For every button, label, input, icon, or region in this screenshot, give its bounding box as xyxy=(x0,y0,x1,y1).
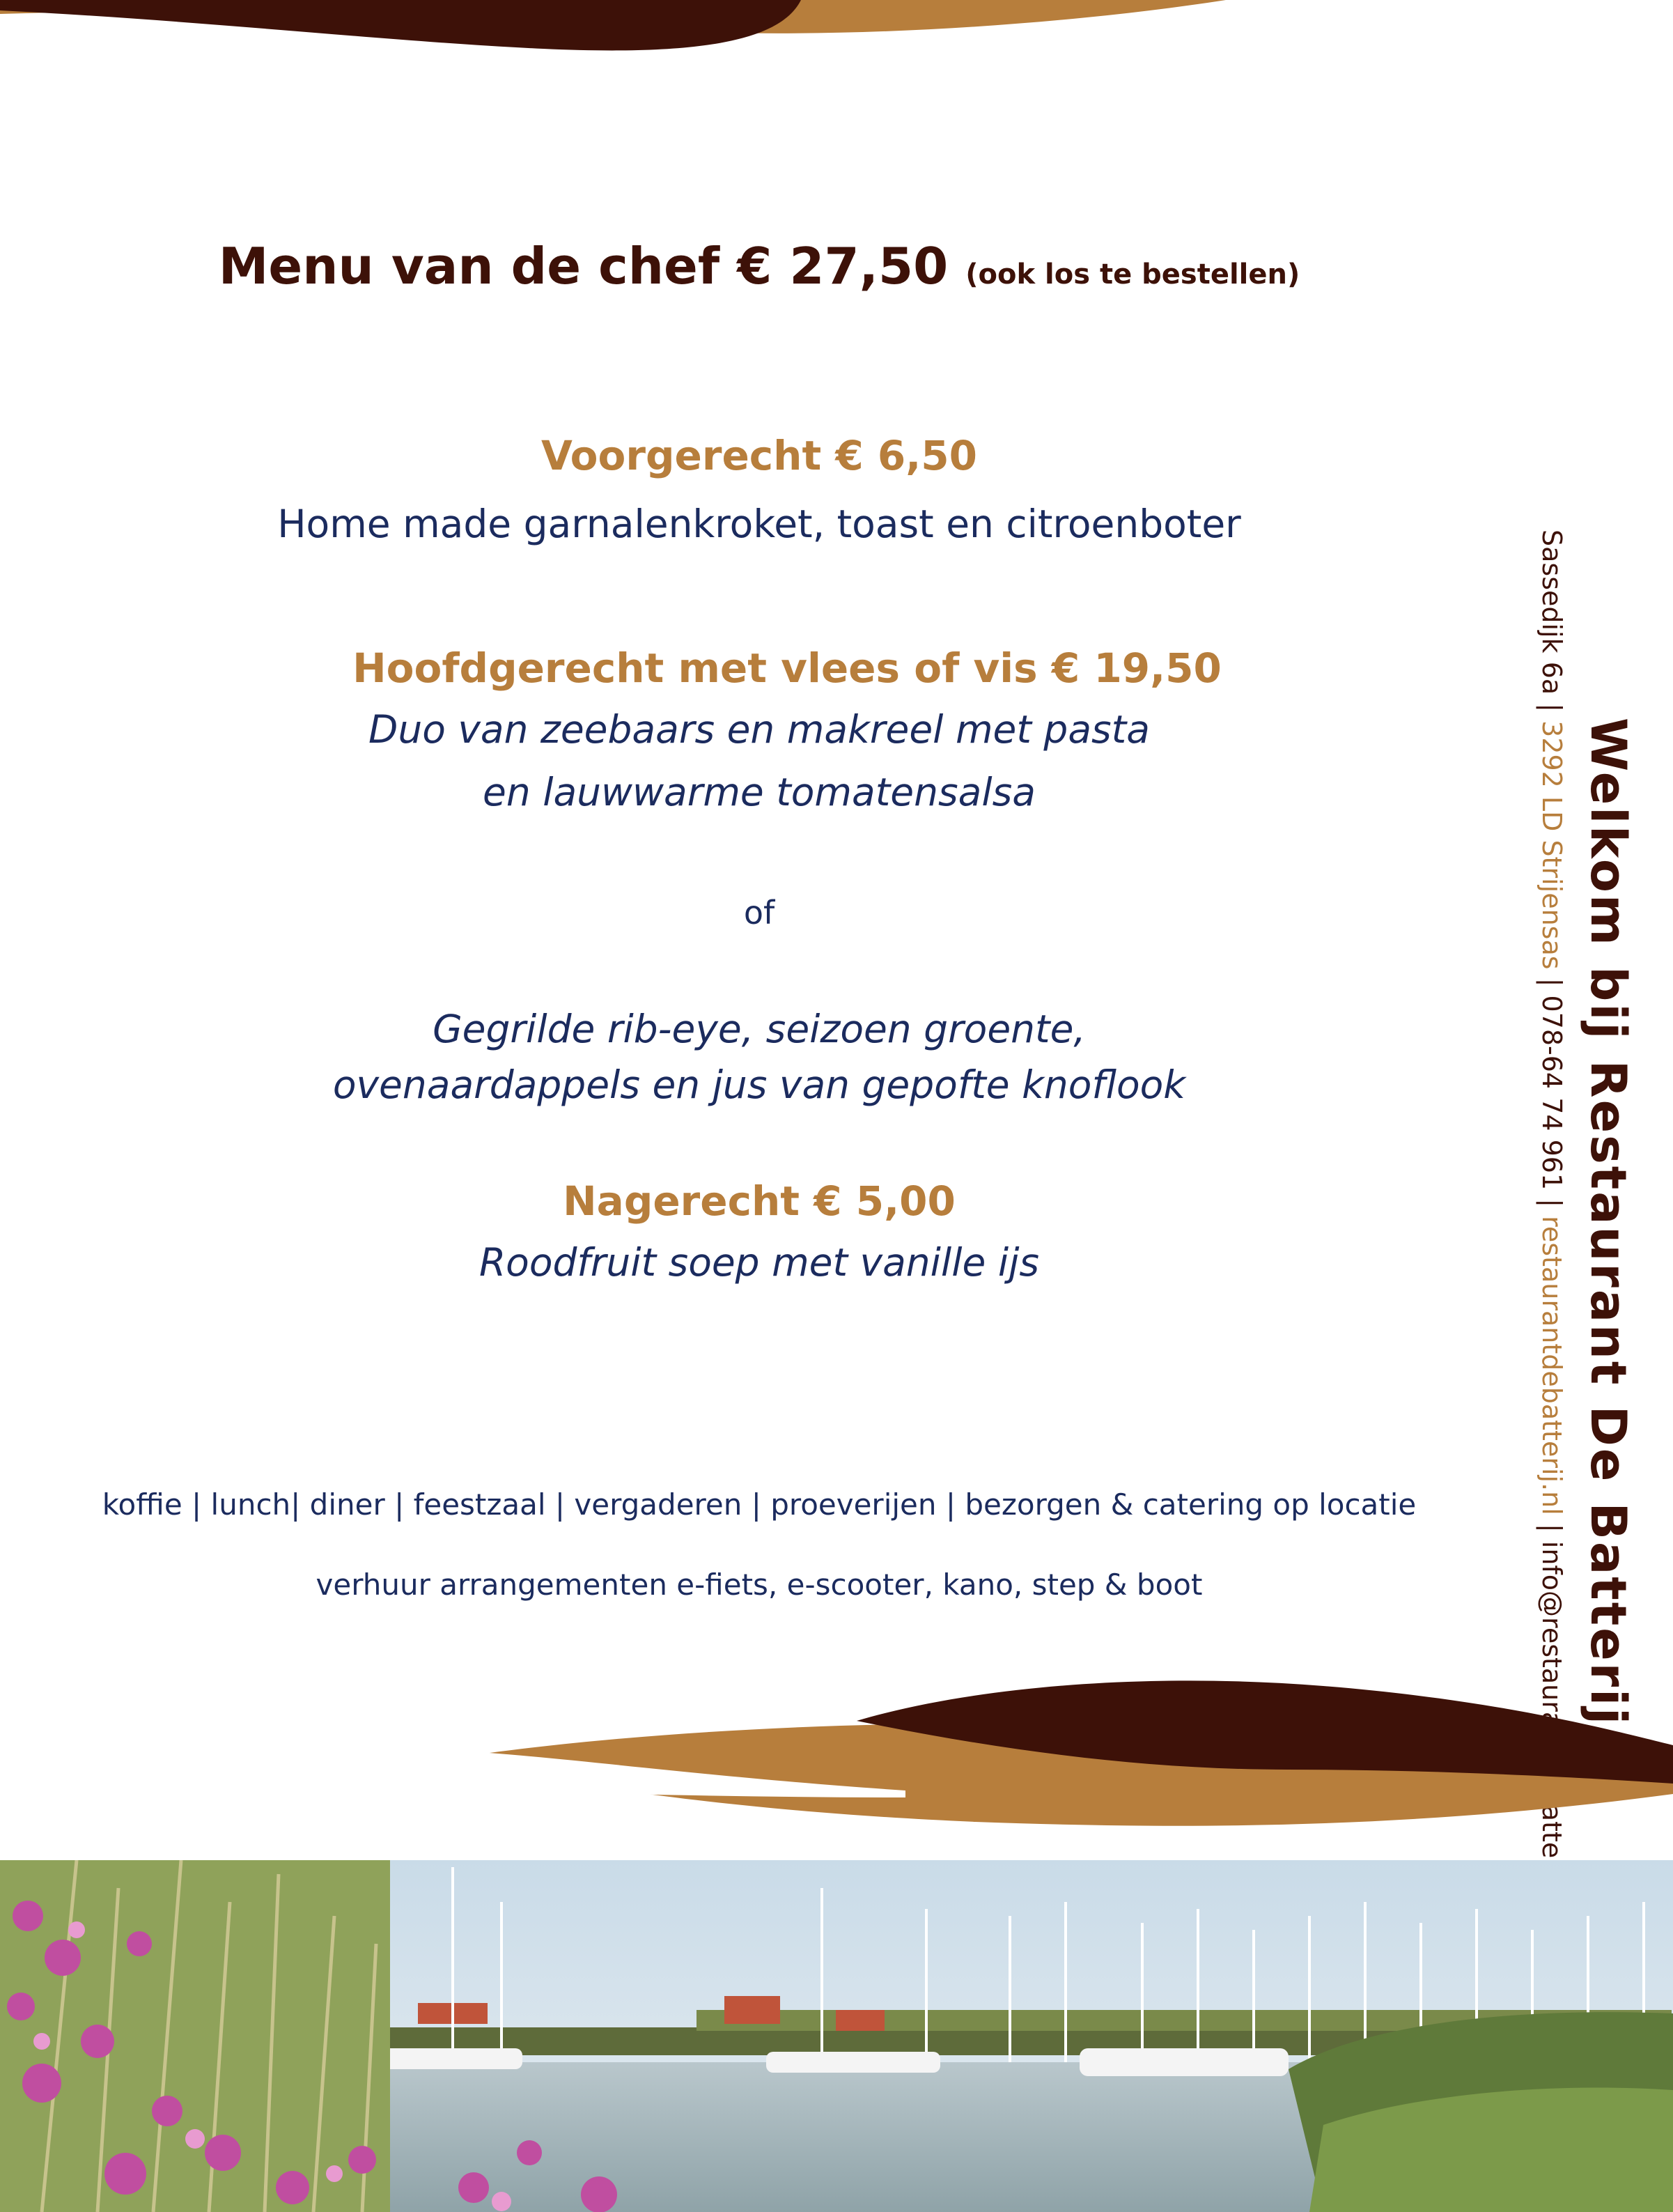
course-heading-main: Hoofdgerecht met vlees of vis € 19,50 xyxy=(352,644,1222,692)
separator: | xyxy=(1536,1190,1567,1216)
menu-title-note: (ook los te bestellen) xyxy=(965,258,1300,291)
dish-main-fish-line1: Duo van zeebaars en makreel met pasta xyxy=(368,707,1150,752)
menu-title-main: Menu van de chef € 27,50 xyxy=(218,237,949,295)
website-link[interactable]: restaurantdebatterij.nl xyxy=(1536,1216,1567,1515)
phone-number: 078-64 74 961 xyxy=(1536,995,1567,1191)
dish-main-meat-line1: Gegrilde rib-eye, seizoen groente, xyxy=(433,1007,1086,1051)
separator: | xyxy=(1536,969,1567,996)
services-line: koffie | lunch| diner | feestzaal | vergaderen | proeverijen | bezorgen & catering op locatie xyxy=(102,1487,1417,1522)
bottom-wave-decoration xyxy=(0,1672,1673,1839)
separator: | xyxy=(1536,695,1567,721)
address-street: Sassedijk 6a xyxy=(1536,529,1567,695)
address-city: 3292 LD Strijensas xyxy=(1536,720,1567,970)
menu-title xyxy=(0,237,1518,295)
course-heading-dessert: Nagerecht € 5,00 xyxy=(563,1177,956,1225)
dish-starter: Home made garnalenkroket, toast en citroenboter xyxy=(277,502,1241,546)
choice-separator: of xyxy=(743,894,775,931)
rentals-line: verhuur arrangementen e-fiets, e-scooter, kano, step & boot xyxy=(316,1568,1203,1602)
dish-dessert: Roodfruit soep met vanille ijs xyxy=(478,1240,1040,1285)
harbour-photo xyxy=(0,1860,1673,2212)
course-heading-starter: Voorgerecht € 6,50 xyxy=(540,432,978,479)
dish-main-fish-line2: en lauwwarme tomatensalsa xyxy=(483,770,1036,814)
top-wave-decoration xyxy=(0,0,1673,77)
sidebar xyxy=(1525,529,1637,1853)
separator: | xyxy=(1536,1515,1567,1541)
sidebar-title: Welkom bij Restaurant De Batterij xyxy=(1580,718,1637,1727)
dish-main-meat-line2: ovenaardappels en jus van gepofte knoflook xyxy=(332,1062,1186,1107)
